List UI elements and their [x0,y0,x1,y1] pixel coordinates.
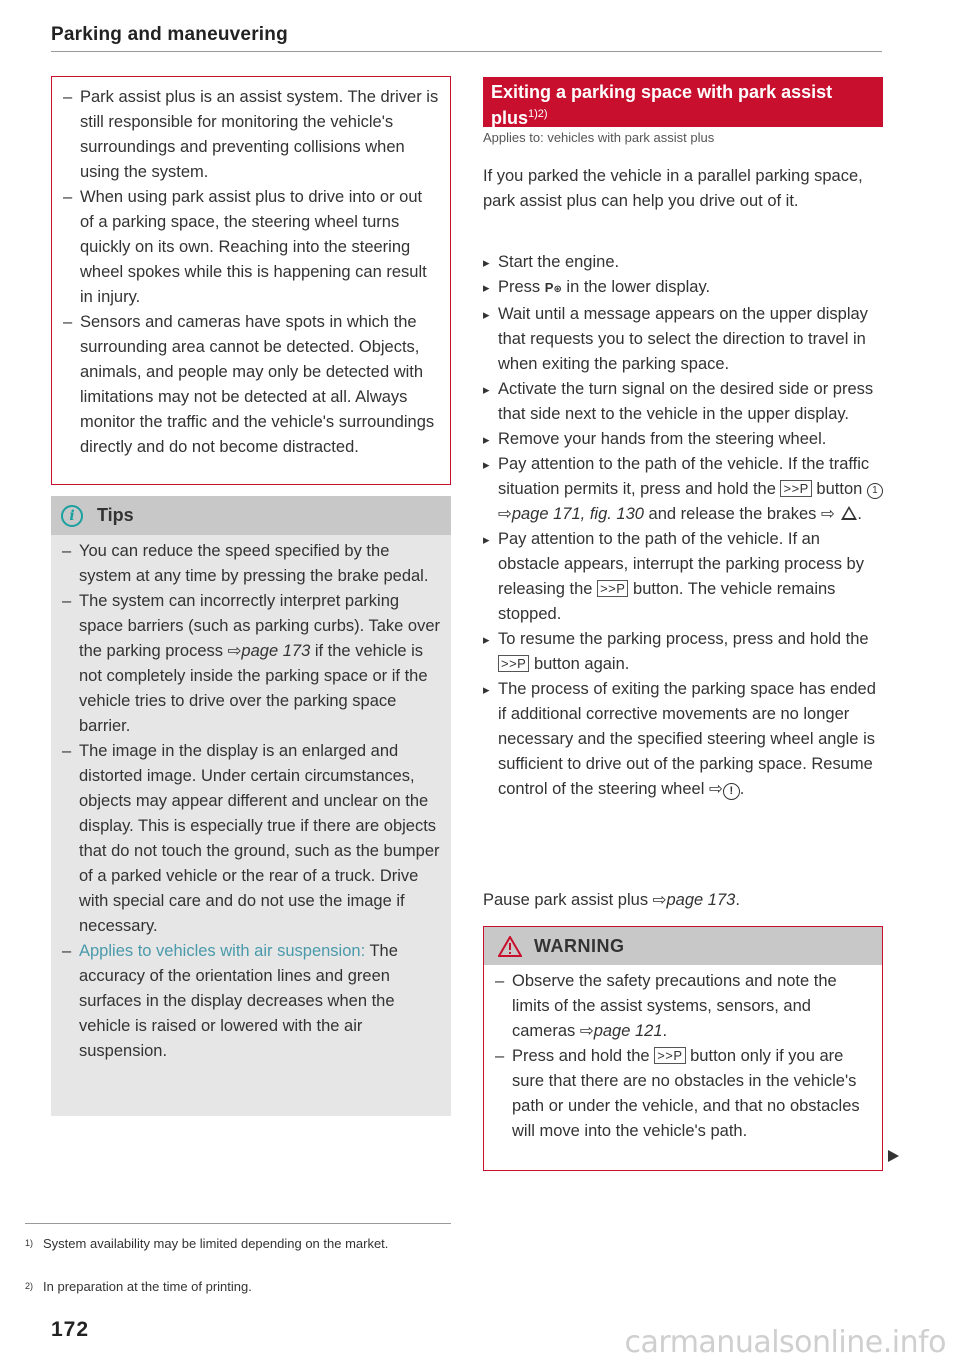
continue-arrow-icon [888,1150,899,1162]
intro-paragraph: If you parked the vehicle in a parallel parking space, park assist plus can help you drive out of it. [483,167,863,210]
section-title: Exiting a parking space with park assist plus$^{1)2)}$ [483,77,883,127]
safety-item-1: – Park assist plus is an assist system. The driver is still responsible for monitoring the vehicle's surroundings and preventing collisions when using the system. [62,85,440,185]
warning-title: WARNING [534,935,625,956]
tips-list [61,539,441,1064]
step-2: ▸ Press P⊛ in the lower display. [483,275,883,302]
step-9: ▸ The process of exiting the parking space has ended if additional corrective movements are no longer necessary and the specified steering wheel angle is sufficient to drive out of the parking space. Resume control of the steering wheel ⇨ ! . [483,677,883,802]
park-button-label: >>P [780,480,811,497]
step-6: ▸ Pay attention to the path of the vehicle. If the traffic situation permits it, press and hold the >>P button 1 ⇨page 171, fig. 130 and release the brakes ⇨ . [483,452,883,527]
warning-header [484,927,882,965]
tips-title: Tips [97,505,134,525]
steps-list [483,250,883,802]
tips-item-3: – The image in the display is an enlarged and distorted image. Under certain circumstances, objects may appear different and unclear on the display. This is especially true if there are objects that do not touch the ground, such as the bumper of a parked vehicle or the rear of a truck. Drive with special care and do not use the image if necessary. [61,739,441,939]
warning-item-1: – Observe the safety precautions and note the limits of the assist systems, sensors, and cameras ⇨page 121. [494,969,872,1044]
tips-header [51,496,451,535]
step-5: ▸ Remove your hands from the steering wheel. [483,427,883,452]
step-1: ▸ Start the engine. [483,250,883,275]
page-ref-link[interactable]: page 171, fig. 130 [511,505,644,523]
warning-item-2: – Press and hold the >>P button only if you are sure that there are no obstacles in the vehicle's path or under the vehicle, and that no obstacles will move into the vehicle's path. [494,1044,872,1144]
watermark: carmanualsonline.info [624,1325,946,1360]
page-ref-link[interactable]: page 121 [593,1022,663,1040]
header-divider [51,51,882,52]
page-header-title: Parking and maneuvering [51,24,288,45]
info-icon: i [61,505,83,527]
warning-list [494,969,872,1144]
applies-to: Applies to: vehicles with park assist plus [483,130,715,145]
park-assist-icon: P⊛ [544,280,562,295]
safety-warning-box [51,76,451,485]
page-ref-link[interactable]: page 173 [666,891,736,909]
footnote-1: 1) System availability may be limited depending on the market. [25,1236,389,1251]
tips-item-2: – The system can incorrectly interpret parking space barriers (such as parking curbs). Take over the parking process ⇨page 173 if the vehicle is not completely inside the parking space or if the vehicle tries to drive over the parking space barrier. [61,589,441,739]
safety-list [62,85,440,460]
page-ref-link[interactable]: page 173 [241,642,311,660]
step-8: ▸ To resume the parking process, press and hold the >>P button again. [483,627,883,677]
park-button-label: >>P [597,580,628,597]
steps-block [483,250,883,802]
safety-item-2: – When using park assist plus to drive into or out of a parking space, the steering wheel turns quickly on its own. Reaching into the steering wheel spokes while this is happening can result in injury. [62,185,440,310]
park-button-label: >>P [654,1047,685,1064]
step-7: ▸ Pay attention to the path of the vehicle. If an obstacle appears, interrupt the parking process by releasing the >>P button. The vehicle remains stopped. [483,527,883,627]
pause-paragraph: Pause park assist plus ⇨page 173. [483,891,740,909]
warning-box [483,926,883,1171]
caution-icon: ! [723,783,740,800]
warning-triangle-icon [841,506,857,520]
step-4: ▸ Activate the turn signal on the desired side or press that side next to the vehicle in the upper display. [483,377,883,427]
footnote-divider [25,1223,451,1224]
page-number: 172 [51,1318,90,1341]
step-3: ▸ Wait until a message appears on the upper display that requests you to select the direction to travel in when exiting the parking space. [483,302,883,377]
tips-item-1: – You can reduce the speed specified by the system at any time by pressing the brake pedal. [61,539,441,589]
callout-1-icon: 1 [867,483,883,499]
park-button-label: >>P [498,655,529,672]
tips-box [51,496,451,1116]
warning-icon [498,936,522,957]
footnote-2: 2) In preparation at the time of printing. [25,1279,252,1294]
safety-item-3: – Sensors and cameras have spots in which the surrounding area cannot be detected. Objects, animals, and people may only be detected with limitations may not be detected at all. Always monitor the traffic and the vehicle's surroundings directly and do not become distracted. [62,310,440,460]
tips-item-4: – Applies to vehicles with air suspension: The accuracy of the orientation lines and green surfaces in the display decreases when the vehicle is raised or lowered with the air suspension. [61,939,441,1064]
